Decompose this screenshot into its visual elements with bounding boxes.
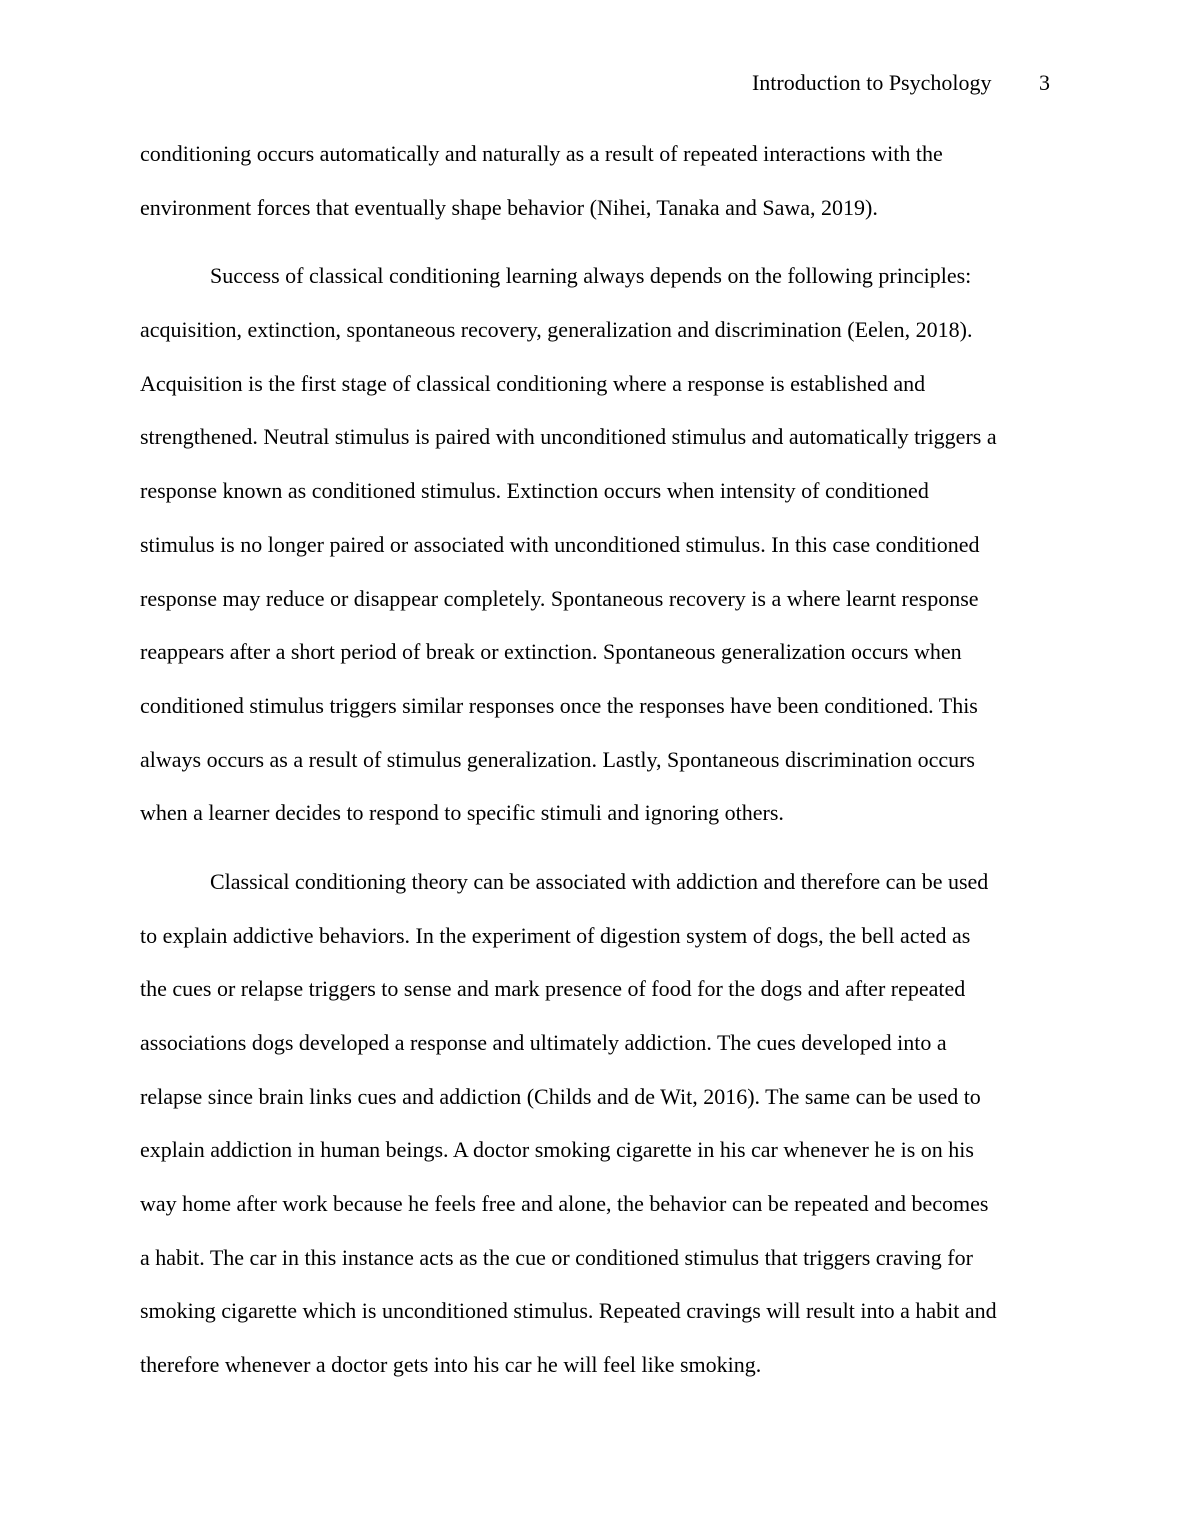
text-line: therefore whenever a doctor gets into his car he will feel like smoking. — [140, 1352, 762, 1378]
text-line: conditioning occurs automatically and naturally as a result of repeated interactions with the — [140, 141, 943, 166]
text-line: Classical conditioning theory can be associated with addiction and therefore can be used — [210, 868, 989, 894]
text-line: Acquisition is the first stage of classical conditioning where a response is established and — [140, 370, 926, 396]
text-line: when a learner decides to respond to specific stimuli and ignoring others. — [140, 800, 784, 826]
text-line: associations dogs developed a response and ultimately addiction. The cues developed into a — [140, 1030, 947, 1055]
text-line: strengthened. Neutral stimulus is paired with unconditioned stimulus and automatically triggers a — [140, 424, 997, 450]
text-line: response known as conditioned stimulus. Extinction occurs when intensity of conditioned — [140, 478, 929, 504]
text-line: stimulus is no longer paired or associated with unconditioned stimulus. In this case conditioned — [140, 531, 980, 557]
text-line: smoking cigarette which is unconditioned stimulus. Repeated cravings will result into a habit and — [140, 1298, 997, 1324]
text-line: a habit. The car in this instance acts as the cue or conditioned stimulus that triggers craving for — [140, 1244, 973, 1270]
paragraph — [140, 127, 1060, 234]
text-line: Success of classical conditioning learning always depends on the following principles: — [210, 263, 972, 289]
text-line: to explain addictive behaviors. In the experiment of digestion system of dogs, the bell acted as — [140, 922, 971, 948]
paragraph — [140, 855, 1060, 1392]
text-line: explain addiction in human beings. A doctor smoking cigarette in his car whenever he is on his — [140, 1137, 974, 1163]
paragraph — [140, 249, 1060, 840]
page-header — [752, 70, 1050, 96]
running-title: Introduction to Psychology — [751, 70, 992, 95]
text-line: the cues or relapse triggers to sense and mark presence of food for the dogs and after repeated — [140, 976, 966, 1002]
text-line: relapse since brain links cues and addiction (Childs and de Wit, 2016). The same can be used to — [140, 1083, 981, 1109]
text-line: always occurs as a result of stimulus generalization. Lastly, Spontaneous discrimination occurs — [140, 746, 975, 772]
page-number: 3 — [1039, 70, 1050, 95]
text-line: conditioned stimulus triggers similar responses once the responses have been conditioned. This — [140, 692, 978, 718]
text-line: acquisition, extinction, spontaneous recovery, generalization and discrimination (Eelen, 2018). — [140, 317, 973, 343]
text-line: environment forces that eventually shape behavior (Nihei, Tanaka and Sawa, 2019). — [140, 194, 878, 220]
text-line: reappears after a short period of break or extinction. Spontaneous generalization occurs when — [140, 639, 962, 665]
text-line: response may reduce or disappear completely. Spontaneous recovery is a where learnt response — [140, 585, 979, 611]
text-line: way home after work because he feels free and alone, the behavior can be repeated and becomes — [140, 1191, 989, 1217]
document-body — [140, 127, 1060, 1407]
